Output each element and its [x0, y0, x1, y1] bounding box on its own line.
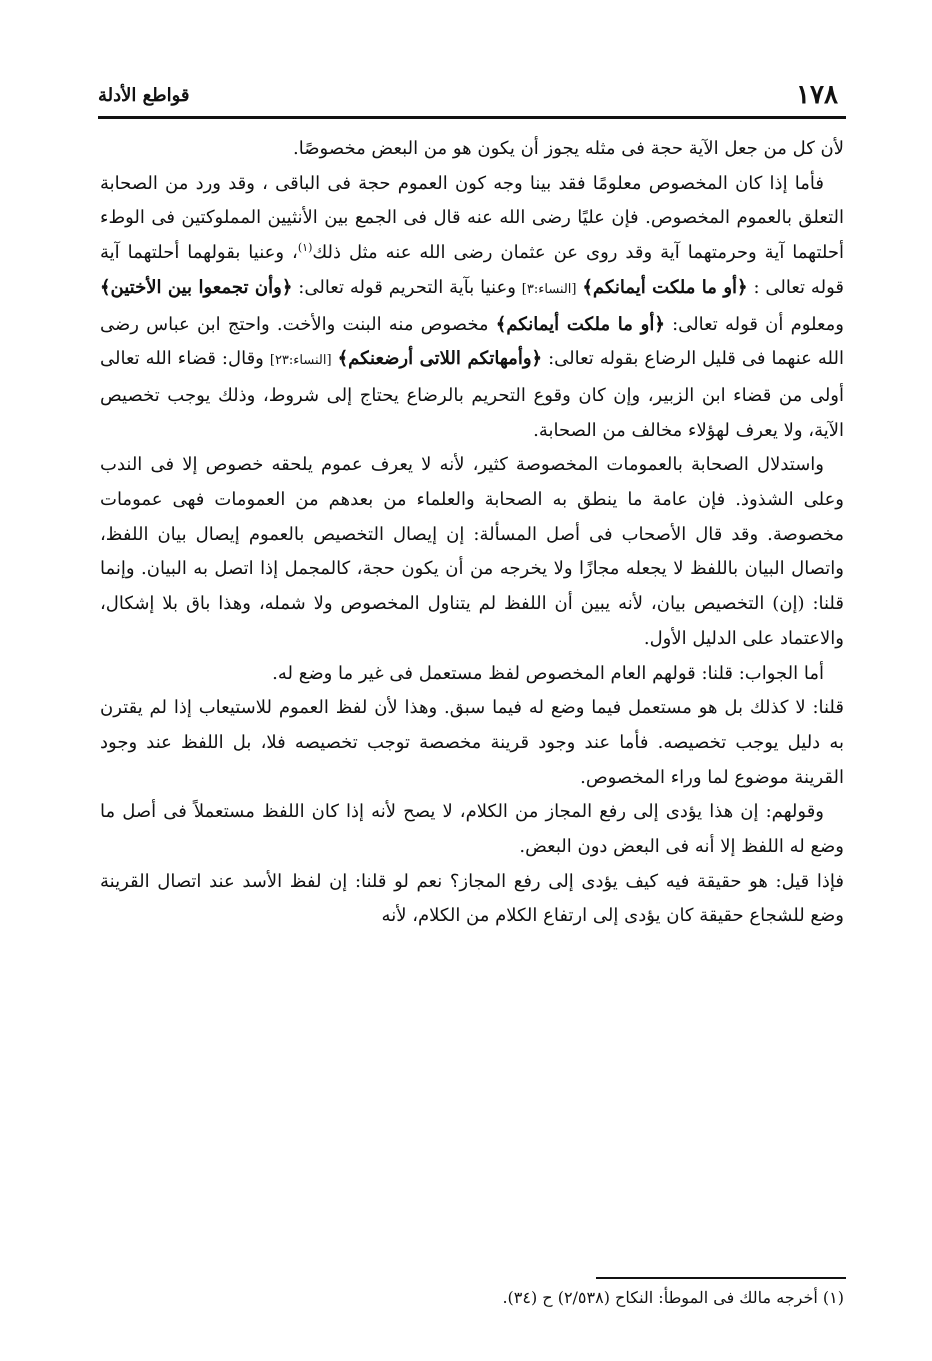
quran-verse: ﴿أو ما ملكت أيمانكم﴾	[495, 313, 665, 335]
paragraph-7: فإذا قيل: هو حقيقة فيه كيف يؤدى إلى رفع المجاز؟ نعم لو قلنا: إن لفظ الأسد عند اتصال القرينة وضع للشجاع حقيقة كان يؤدى إلى ارتفاع الكلام من الكلام، لأنه	[100, 870, 844, 927]
paragraph-4: أما الجواب: قلنا: قولهم العام المخصوص لفظ مستعمل فى غير ما وضع له.	[272, 662, 824, 684]
paragraph-1: لأن كل من جعل الآية حجة فى مثله يجوز أن يكون هو من البعض مخصوصًا.	[293, 138, 844, 159]
verse-citation: [النساء:٣]	[521, 281, 577, 297]
main-text	[100, 132, 844, 934]
quran-verse: ﴿وأن تجمعوا بين الأختين﴾	[100, 276, 293, 298]
paragraph-2-text-d: ومعلوم أن قوله تعالى:	[664, 313, 844, 335]
paragraph-2-text-a: فأما إذا كان المخصوص معلومًا فقد بينا وجه كون العموم حجة فى الباقى ، وقد ورد من الصحابة التعلق بالعموم المخصوص. فإن عليًا رضى الله عنه قال فى الجمع بين الأنثيين المملوكتين فى الوطء أحلتهما آية وحرمتهما آية وقد روى عن عثمان رضى الله عنه مثل ذلك	[100, 172, 844, 264]
paragraph-5: قلنا: لا كذلك بل هو مستعمل فيما وضع له فيما سبق. وهذا لأن لفظ العموم للاستيعاب إذا لم يقترن به دليل يوجب تخصيصه. فأما عند وجود قرينة مخصصة توجب تخصيصه فلا، بل اللفظ عند وجود القرينة موضوع لما وراء المخصوص.	[100, 697, 844, 788]
paragraph-2-text-c: وعنيا بآية التحريم قوله تعالى:	[292, 276, 522, 298]
quran-verse: ﴿وأمهاتكم اللاتى أرضعنكم﴾	[337, 348, 543, 370]
header-divider	[98, 116, 846, 119]
footnote: (١) أخرجه مالك فى الموطأ: النكاح (٢/٥٣٨) ح (٣٤).	[502, 1288, 844, 1307]
quran-verse: ﴿أو ما ملكت أيمانكم﴾	[582, 276, 748, 298]
paragraph-2-text-e: مخصوص منه البنت والأخت. واحتج ابن عباس رضى الله عنهما فى قليل الرضاع بقوله تعالى:	[100, 313, 844, 370]
page-header	[98, 78, 838, 112]
paragraph-2	[100, 167, 844, 449]
paragraph-3: واستدلال الصحابة بالعمومات المخصوصة كثير، لأنه لا يعرف عموم يلحقه خصوص إلا فى الندب وعلى الشذوذ. فإن عامة ما ينطق به الصحابة والعلماء من بعدهم من العمومات فهى عمومات مخصوصة. وقد قال الأصحاب فى أصل المسألة: إن إيصال التخصيص بالعموم إيصال بيان اللفظ، واتصال البيان باللفظ لا يجعله مجازًا ولا يخرجه من أن يكون حجة، كالمجمل إذا اتصل به البيان. وإنما قلنا: (إن) التخصيص بيان، لأنه يبين أن اللفظ لم يتناول المخصوص ولا شمله، وهذا باق بلا إشكال، والاعتماد على الدليل الأول.	[100, 454, 844, 649]
running-title: قواطع الأدلة	[98, 84, 190, 106]
paragraph-2-text-f: وقال: قضاء الله تعالى أولى من قضاء ابن الزبير، وإن كان وقوع التحريم بالرضاع يحتاج إلى شروط، وذلك يوجب تخصيص الآية، ولا يعرف لهؤلاء مخالف من الصحابة.	[100, 348, 844, 441]
page-number: ١٧٨	[796, 80, 838, 110]
paragraph-2-text-b: ، وعنيا بقولهما أحلتهما آية قوله تعالى :	[100, 242, 844, 298]
verse-citation: [النساء:٢٣]	[269, 353, 332, 369]
footnote-divider	[596, 1277, 846, 1279]
paragraph-6: وقولهم: إن هذا يؤدى إلى رفع المجاز من الكلام، لا يصح لأنه إذا كان اللفظ مستعملاً فى أصل ما وضع له اللفظ إلا أنه فى البعض دون البعض.	[100, 801, 844, 858]
footnote-reference: (١)	[297, 241, 313, 255]
